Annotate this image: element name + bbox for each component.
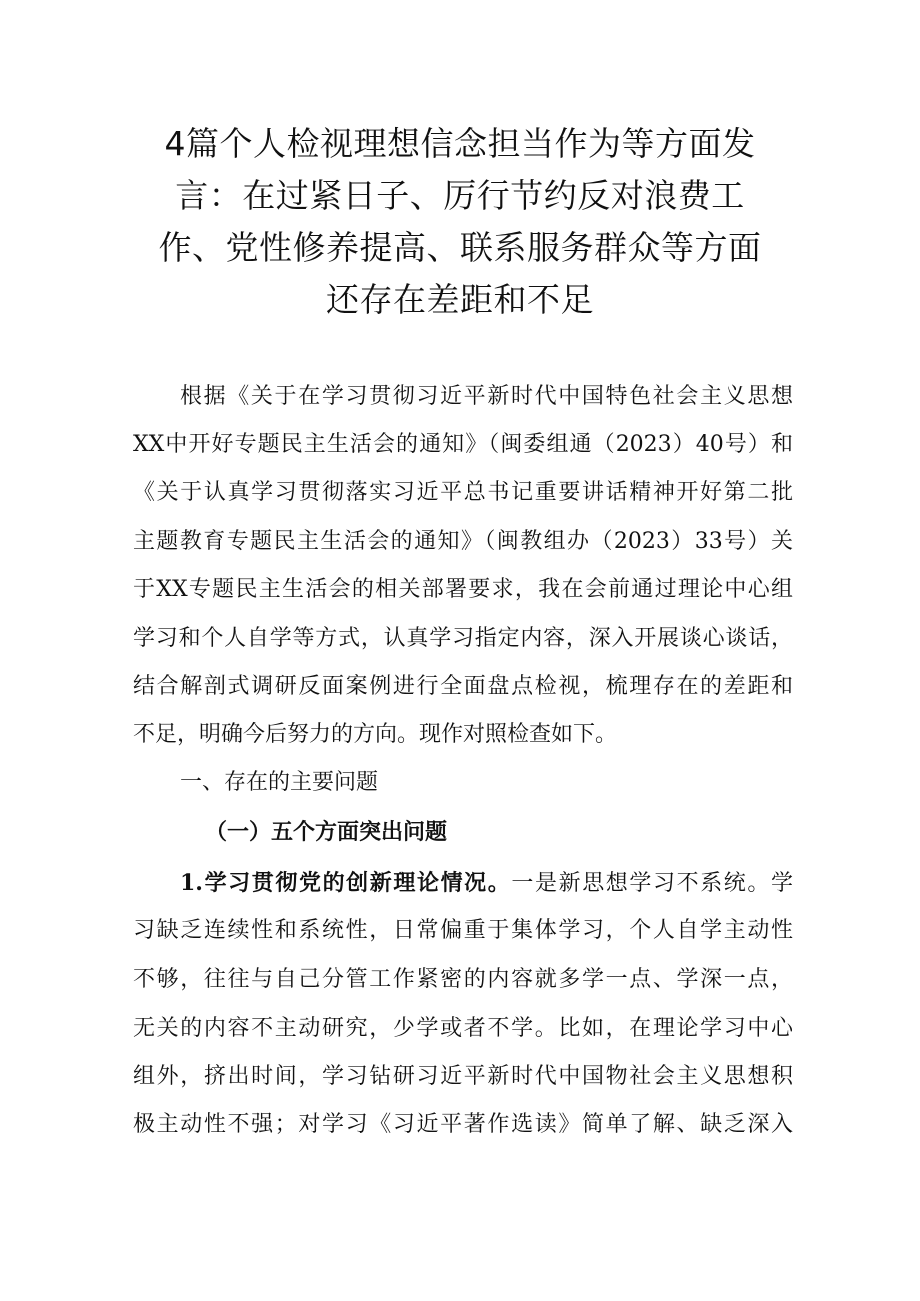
title-line-3: 作、党性修养提高、联系服务群众等方面 [158,228,762,267]
item1-line-3: 不够，往往与自己分管工作紧密的内容就多学一点、学深一点， [133,967,793,992]
title-line-2: 言：在过紧日子、厉行节约反对浪费工 [175,176,745,215]
intro-line-3: 《关于认真学习贯彻落实习近平总书记重要讲话精神开好第二批 [133,480,793,505]
title-line-4: 还存在差距和不足 [326,280,594,319]
item1-first-line [180,868,793,898]
item1-line-6: 极主动性不强；对学习《习近平著作选读》简单了解、缺乏深入 [133,1112,793,1137]
intro-line-8: 不足，明确今后努力的方向。现作对照检查如下。 [133,722,618,747]
title-line-1: 4篇个人检视理想信念担当作为等方面发 [164,124,756,163]
item1-line-5: 组外，挤出时间，学习钻研习近平新时代中国物社会主义思想积 [133,1064,793,1089]
intro-line-4: 主题教育专题民主生活会的通知》（闽教组办（2023）33号）关 [133,529,793,554]
document-title [120,118,800,326]
item1-first-rest: 一是新思想学习不系统。学 [511,871,793,896]
intro-line-5: 于XX专题民主生活会的相关部署要求，我在会前通过理论中心组 [133,577,793,602]
section-heading: 一、存在的主要问题 [180,770,379,795]
intro-line-7: 结合解剖式调研反面案例进行全面盘点检视，梳理存在的差距和 [133,674,793,699]
sub-heading: （一）五个方面突出问题 [205,819,448,845]
intro-line-1: 根据《关于在学习贯彻习近平新时代中国特色社会主义思想 [180,384,793,409]
item1-line-4: 无关的内容不主动研究，少学或者不学。比如，在理论学习中心 [133,1016,793,1041]
item1-lead: 1.学习贯彻党的创新理论情况。 [180,870,512,896]
intro-line-2: XX中开好专题民主生活会的通知》（闽委组通（2023）40号）和 [133,432,793,457]
intro-line-6: 学习和个人自学等方式，认真学习指定内容，深入开展谈心谈话， [133,626,793,651]
item1-line-2: 习缺乏连续性和系统性，日常偏重于集体学习，个人自学主动性 [133,918,793,943]
